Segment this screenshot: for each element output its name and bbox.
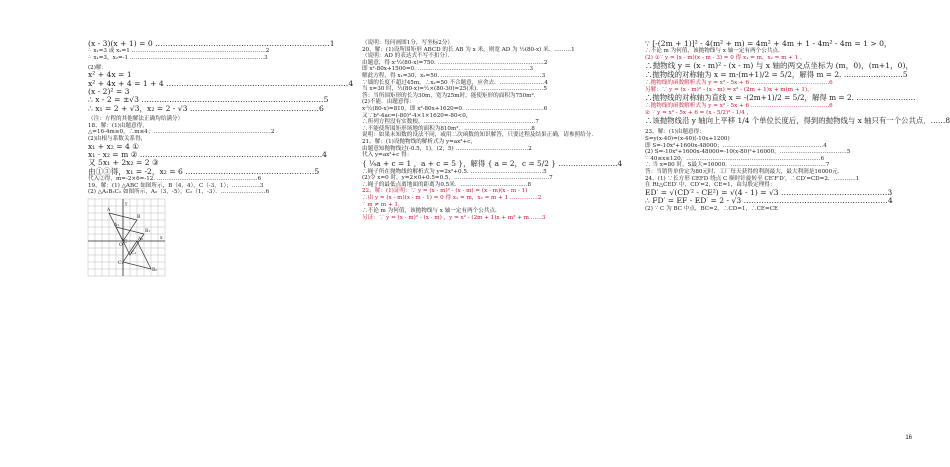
answer-line: ∴由 y = (x - m)(x - m - 1) = 0 得 x₁ = m，x₂ = m + 1 ……………2 [362,195,542,202]
answer-line: 由题意，得 x·½(80-x)=750. …………………………………………………2 [362,59,548,66]
answer-line: ∴ x - 2 = ±√3 ………………………………………………………………5 [88,95,329,105]
answer-line: x₁ · x₂ = m ② ………………………………………………………………4 [88,150,328,159]
answer-line: (2)解： [88,64,108,71]
answer-line: (2)由根与系数关系得， [88,136,147,142]
answer-line: ∴抛物线的对称轴为直线 x = -(2m+1)/2 = 5/2，解得 m = 2. …………………… [645,93,916,103]
answer-line: (2) ①∵ y = (x - m)(x - m - 3) = 0 得 x₁ = m，x₂ = m + 1 ， [645,55,806,61]
answer-line: 又∵b²-4ac=(-80)²-4×1×1620=-80<0， [362,112,472,119]
answer-line: 20、解：(1)设所围矩形 ABCD 的长 AB 为 x 米，则宽 AD 为 ½(80-x) 米．………1 [362,46,575,53]
figure-label: x [160,236,163,241]
answer-line: 代入②得，m=-2×6=-12. ………………………………………………6 [88,176,262,183]
answer-line: (x - 3)(x + 1) = 0 ……………………………………………………………1 [88,39,335,48]
answer-line: 18、解：(1)由题意得， [88,122,148,129]
answer-line: ∴抛物线的对称轴为 x = m·(m+1)/2 = 5/2，解得 m = 2. ……………………5 [645,70,908,79]
answer-line: x·½(80-x)=810，即 x²-80x+1620=0. ……………………………………6 [362,105,548,112]
answer-line: 另证：∵ y = (x - m)² - (x - m) ，y = x² - (2m + 1)x + m² + m ……3 [362,214,546,221]
answer-line: △=16-4m≥0，∴m≤4；………………………………………………………2 [88,129,275,136]
answer-line: 即 S=-10x²+1600x-48000；………………………………………………4 [645,142,827,149]
answer-line: 即 x²-80x+1500=0. ……………………………………………………3 [362,66,534,73]
figure-label: B [137,215,141,220]
answer-line: 24、(1) ∵长方形 CEFD 绕点 C 顺时针旋转至 CE′F′D′，∴CD′=CD=2．…………1 [645,175,860,182]
answer-line: ∴不能使所围矩形场地的面积为810m²．………………………………8 [362,125,535,132]
answer-line: 22、解：(1)证明：∵ y = (x - m)² - (x - m) = (x - m)(x - m - 1) [362,188,528,195]
answer-line: 23、解：(1)由题意得： [645,129,705,136]
answer-line: ∴不论 m 为何值，该抛物线与 x 轴一定有两个公共点． [362,208,501,215]
answer-line: (2) ∵ C 为 BC 中点，BC=2，∴CD=1，∴CE=CE [645,205,779,212]
answer-line: 19、解：(1) △ABC 如图所示，B（4，4），C（-3，1）；……………3 [88,182,264,189]
answer-line: 另解：∵ y = (x - m)² - (x - m) = x² - (2m + 1)x + m(m + 1)， [645,86,813,93]
answer-line: ∴抛物线的函数解析式为 y = x² - 5x + 6 ……………………………………6 [645,103,833,110]
figure-label: C [124,240,128,245]
answer-line: ② ∵ y = x² - 5x + 6 = (x - 5/2)² - 1/4 ， [645,109,753,116]
answer-line: ∴ 当 x=80 时，S最大=16000．……………………………………………7 [645,162,830,169]
answer-line: x² + 4x + 4 = 1 + 4 ………………………………………………………………4 [88,78,354,88]
answer-line: 答：当销售单价定为80元时，工厂每天获得的利润最大，最大利润是16000元． [645,168,844,175]
answer-line: 代入 y=ax²+c 得： [362,152,413,159]
answer-line: 21、解：(1)设抛物线的解析式为 y=ax²+c， [362,138,476,145]
answer-line: S=y(x-40)=(x-40)(-10x+1200) [645,135,730,142]
answer-line: { ¼a + c = 1 ，a + c = 5 }，解得 { a = 2，c = 5/2 } ……………………4 [362,158,623,168]
answer-line: ∴ x₁=3，x₂=-1 ………………………………………………………………3 [88,55,268,61]
figure-label: B₁ [145,229,151,234]
figure-label: A₁ [114,223,120,228]
figure-label: A₂ [138,237,144,242]
answer-column-right [645,39,950,212]
answer-line: (2) S=-10x²+1600x-48000=-10(x-80)²+16000，………………………………5 [645,149,851,156]
figure-label: B₂ [152,268,158,273]
answer-line: 解此方程，得 x₁=30，x₂=50. ………………………………………………3 [362,72,546,79]
answer-line: ∴该抛物线沿 y 轴向上平移 1/4 个单位长度后，得到的抛物线与 x 轴只有一个公共点．……8 [645,116,950,126]
answer-line: 当 x=30 时，½(80-x)=½×(80-30)=25(米)．……………………………5 [362,86,547,93]
answer-line: ∵ m ≠ m + 1， [362,201,404,208]
answer-line: ∴所列方程没有实数根，……………………………………………………7 [362,119,539,126]
answer-line: (x - 2)² = 3 [88,87,130,96]
answer-column-middle [362,40,637,221]
answer-line: ED′ = √(CD′² - CE²) = √(4 - 1) = √3 ……………………………………3 [645,187,893,197]
answer-line: 由①③得，x₁ = -2，x₂ = 6 ……………………………………………5 [88,166,320,176]
answer-line: x² + 4x = 1 [88,70,132,80]
figure-label: O [119,243,123,248]
answer-line: (2) △A₂B₂C₂ 如图所示，A₂（3，-5），C₂（1，-3）．……………………6 [88,189,270,196]
answer-line: 在 Rt△CED′ 中，CD′=2，CE=1，由勾股定理得： [645,182,776,189]
figure-label: A [107,208,111,213]
answer-line: ∴绳子所在抛物线的解析式为 y=2x²+0.5. …………………………………5 [362,168,547,175]
answer-line: x₁ + x₂ = 4 ① [88,141,140,151]
answer-line: (2)不能．由题意得： [362,99,415,106]
figure-label: C₁ [131,251,137,256]
answer-line: ∴ x₁ = 2 + √3，x₂ = 2 - √3 ……………………………………………6 [88,103,324,113]
answer-line: 答：当所围矩形的长为30m，宽为25m时，能使矩形的面积为750m²． [362,92,540,99]
answer-line: （说明：AD 的表达式不写不扣分）． [362,53,454,60]
answer-line: ∵ [-(2m + 1)]² - 4(m² + m) = 4m² + 4m + 1 - 4m² - 4m = 1 > 0， [645,39,892,48]
answer-line: ∴ FD′ = EF - ED′ = 2 - √3 …………………………………………………4 [645,196,893,206]
answer-line: ∴抛物线的函数解析式为 y = x² - 5x + 6 ……………………………………6 [645,80,833,86]
answer-line: ∴绳子的最低点离地面的距离为0.5米．………………………………8 [362,181,532,188]
answer-line: （说明：每问画图1分，写坐标2分） [362,40,454,46]
answer-line: 由题意知抛物线过(-0.5，1)，(2，5) …………………………………2 [362,145,532,152]
coordinate-grid-figure [88,199,168,281]
answer-line: ∴ x₁=3 或 x₂=1 ………………………………………………………………2 [88,48,270,55]
answer-line: ∵ 40≤x≤120，………………………………………………………………6 [645,155,825,162]
answer-line: ∵墙的长度不超过45m，∴x₂=50 不合题意，应舍去．……………………4 [362,79,548,86]
figure-label: y [125,202,128,207]
answer-line: （注：方程的其他解法正确均给满分） [88,116,184,123]
figure-label: C₂ [118,261,124,266]
answer-column-left [88,39,354,281]
answer-line: ∴抛物线 y = (x - m)² - (x - m) 与 x 轴的两交点坐标为 (m，0)，(m+1，0)， [645,60,914,70]
answer-line: ∴不论 m 为何值，该抛物线与 x 轴一定有两个公共点． [645,48,784,55]
answer-line: (2)令 x=0 时，y=2×0+0.5=0.5，……………………………………………7 [362,175,553,182]
answer-line: 又 5x₁ + 2x₂ = 2 ③ [88,158,159,168]
page-number: 16 [905,435,912,441]
answer-line: 说明：如果未知数的设法不同，或用二次函数的知识解答，只要过程及结果正确，请参照给分． [362,132,597,139]
